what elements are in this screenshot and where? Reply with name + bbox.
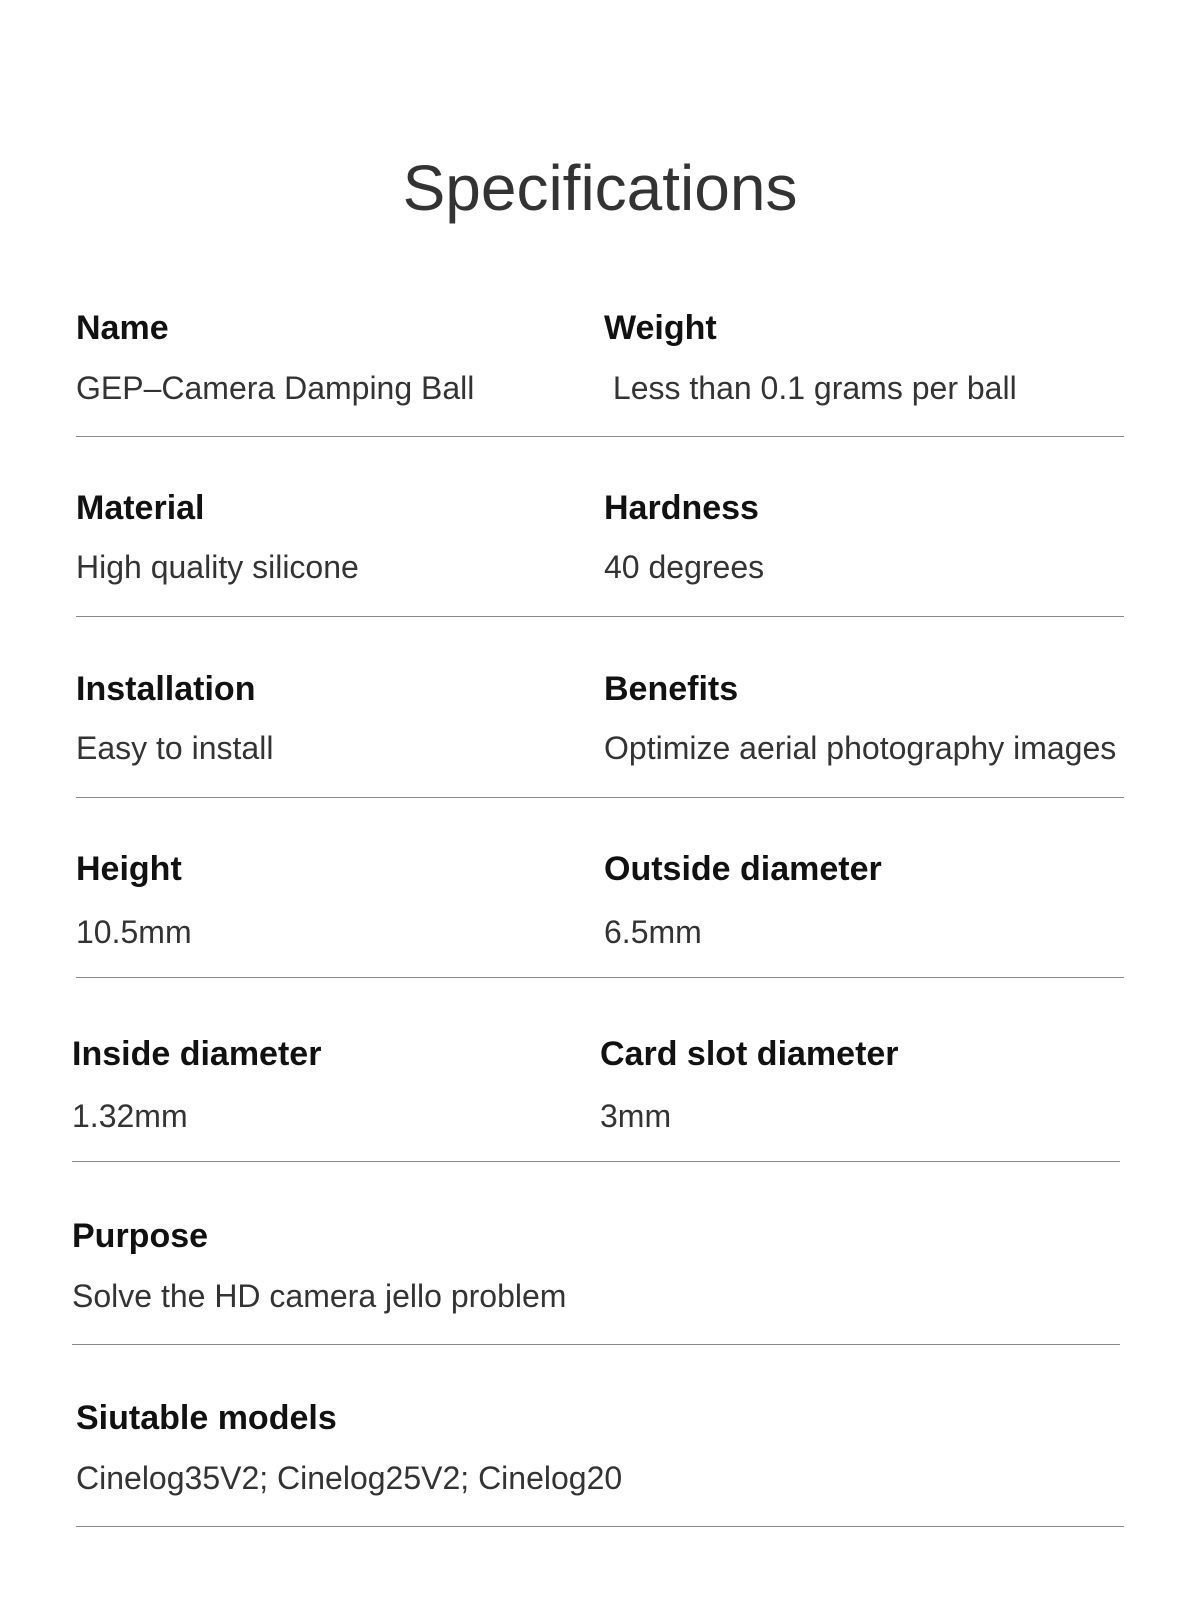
spec-label: Inside diameter xyxy=(72,1035,322,1073)
spec-value: 3mm xyxy=(600,1098,672,1134)
spec-label: Siutable models xyxy=(76,1399,337,1437)
spec-hardness xyxy=(604,488,1144,585)
spec-name xyxy=(76,308,596,406)
row-divider xyxy=(76,1526,1124,1527)
row-divider xyxy=(76,797,1124,798)
spec-value: GEP–Camera Damping Ball xyxy=(76,370,475,406)
spec-value: 6.5mm xyxy=(604,914,702,950)
spec-label: Weight xyxy=(604,309,717,347)
spec-benefits xyxy=(604,669,1144,766)
spec-value: Optimize aerial photography images xyxy=(604,730,1117,766)
spec-label: Hardness xyxy=(604,489,759,527)
spec-value: 40 degrees xyxy=(604,549,765,585)
spec-card-slot-diameter xyxy=(600,1034,1140,1134)
spec-label: Material xyxy=(76,489,205,527)
spec-height xyxy=(76,849,596,950)
spec-label: Outside diameter xyxy=(604,850,882,888)
spec-value: High quality silicone xyxy=(76,549,359,585)
spec-material xyxy=(76,488,596,585)
spec-label: Purpose xyxy=(72,1217,209,1255)
spec-outside-diameter xyxy=(604,849,1144,950)
spec-value: Solve the HD camera jello problem xyxy=(72,1278,567,1314)
spec-value: 10.5mm xyxy=(76,914,192,950)
spec-suitable-models xyxy=(76,1398,976,1496)
spec-value: Easy to install xyxy=(76,730,274,766)
row-divider xyxy=(76,616,1124,617)
spec-label: Benefits xyxy=(604,670,739,708)
row-divider xyxy=(76,436,1124,437)
spec-label: Installation xyxy=(76,670,256,708)
spec-weight xyxy=(604,308,1144,406)
row-divider xyxy=(76,977,1124,978)
spec-label: Height xyxy=(76,850,182,888)
spec-label: Card slot diameter xyxy=(600,1035,899,1073)
row-divider xyxy=(72,1161,1120,1162)
spec-installation xyxy=(76,669,596,766)
page-title: Specifications xyxy=(402,152,798,224)
spec-purpose xyxy=(72,1216,972,1314)
spec-label: Name xyxy=(76,309,169,347)
spec-value: Cinelog35V2; Cinelog25V2; Cinelog20 xyxy=(76,1460,623,1496)
spec-inside-diameter xyxy=(72,1034,592,1134)
row-divider xyxy=(72,1344,1120,1345)
spec-value: 1.32mm xyxy=(72,1098,188,1134)
spec-value: Less than 0.1 grams per ball xyxy=(604,370,1017,406)
